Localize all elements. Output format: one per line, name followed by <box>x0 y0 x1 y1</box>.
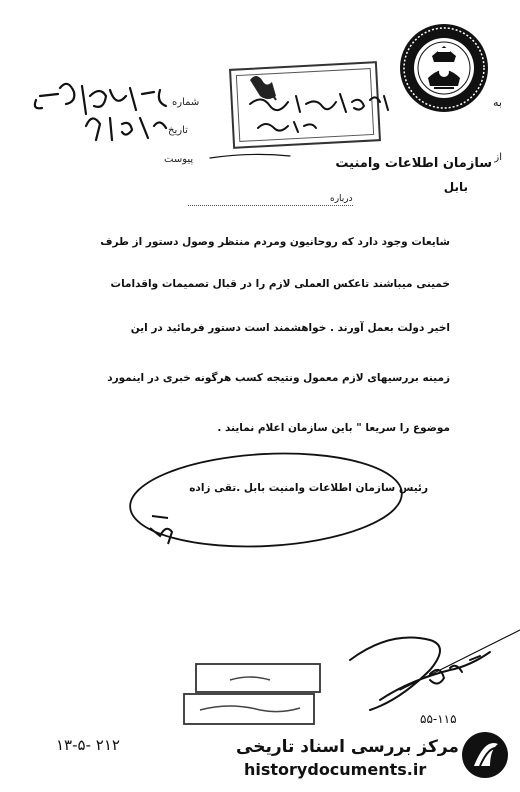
paraph-mark <box>150 516 172 544</box>
subject-label: درباره <box>330 194 353 204</box>
subject-line <box>188 205 353 206</box>
body-line-5: موضوع را سریعا " باین سازمان اعلام نمایند . <box>217 422 450 434</box>
watermark-url: historydocuments.ir <box>244 760 427 779</box>
from-city: بابل <box>443 180 468 194</box>
bottom-reference: ۲۱۲ -۱۳-۵ <box>56 736 120 754</box>
history-documents-logo-icon <box>460 730 510 780</box>
signature-line: رئیس سازمان اطلاعات وامنیت بابل .تقی زاده <box>189 482 428 494</box>
number-label: شماره <box>172 97 200 108</box>
watermark-title: مرکز بررسی اسناد تاریخی <box>236 737 459 757</box>
top-rubber-stamp <box>230 62 380 148</box>
from-label: از <box>494 152 502 163</box>
body-line-3: اخیر دولت بعمل آورند . خواهشمند است دستور فرمائید در این <box>130 322 450 334</box>
bottom-rubber-stamps <box>184 664 320 724</box>
body-line-4: زمینه بررسیهای لازم معمول ونتیجه کسب هرگونه خبری در اینمورد <box>107 372 450 384</box>
handwritten-signature <box>350 630 520 710</box>
from-value: سازمان اطلاعات وامنیت <box>335 156 492 171</box>
date-label: تاریخ <box>168 125 188 136</box>
enclosure-label: پیوست <box>164 154 194 165</box>
body-line-1: شایعات وجود دارد که روحانیون ومردم منتظر وصول دستور از طرف <box>100 236 450 248</box>
footer-number: ۵۵-۱۱۵ <box>420 712 457 726</box>
body-line-2: خمینی میباشند تاعکس العملی لازم را در قبال تصمیمات واقدامات <box>110 278 450 290</box>
to-label: به <box>493 96 502 109</box>
handwritten-number-date <box>35 84 166 140</box>
